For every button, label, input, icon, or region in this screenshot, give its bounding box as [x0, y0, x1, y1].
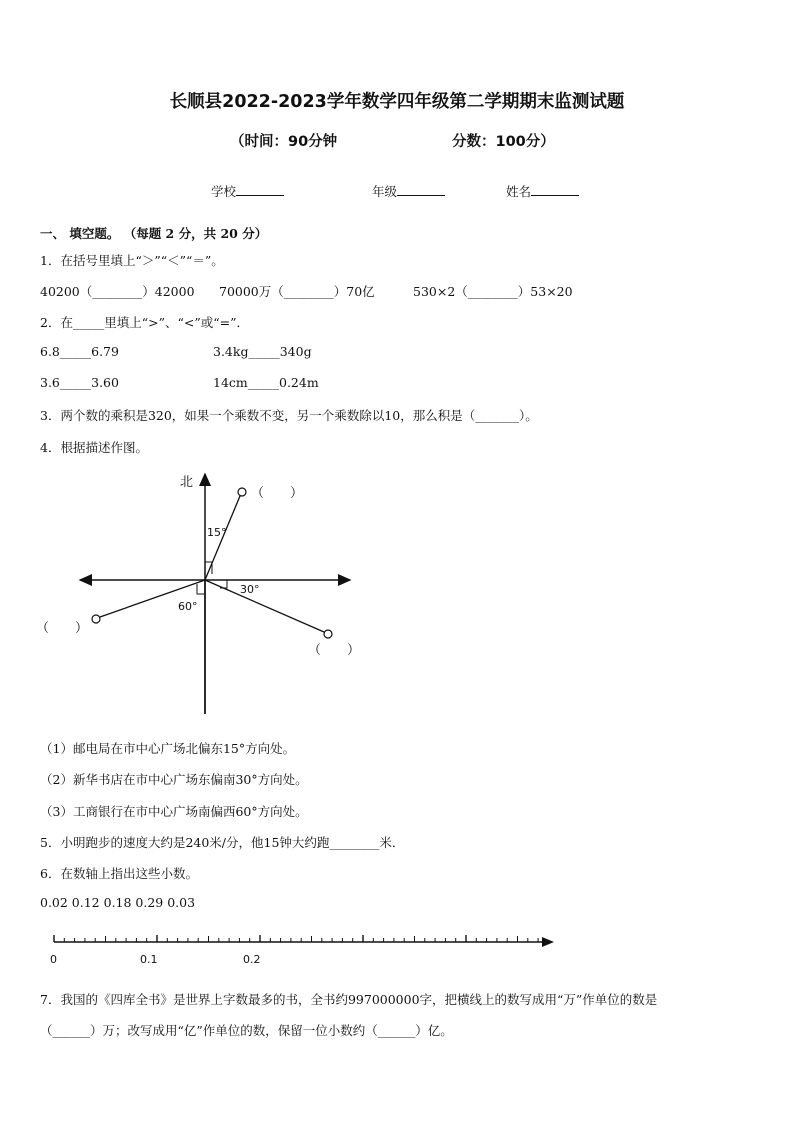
- question-7-line-2[interactable]: （______）万；改写成用“亿”作单位的数，保留一位小数约（______）亿。: [40, 1023, 453, 1038]
- number-line-ticks: [54, 935, 538, 942]
- grade-field[interactable]: [372, 182, 445, 200]
- question-6-numbers: 0.02 0.12 0.18 0.29 0.03: [40, 895, 196, 910]
- axis-label-0: 0: [50, 953, 57, 966]
- name-label: 姓名: [506, 184, 532, 199]
- bookstore-paren[interactable]: （ ）: [308, 643, 361, 658]
- question-2-item-3[interactable]: 3.6_____3.60: [40, 375, 119, 390]
- name-blank[interactable]: [531, 183, 579, 196]
- grade-blank[interactable]: [397, 183, 445, 196]
- angle-label-15: 15°: [207, 526, 227, 539]
- school-blank[interactable]: [236, 183, 284, 196]
- bank-paren[interactable]: （ ）: [36, 621, 89, 636]
- direction-diagram: [30, 462, 380, 722]
- school-field[interactable]: [211, 182, 284, 200]
- question-3-stem[interactable]: 3．两个数的乘积是320，如果一个乘数不变，另一个乘数除以10，那么积是（_______）。: [40, 408, 538, 423]
- post-office-point[interactable]: [238, 488, 246, 496]
- number-line: [40, 926, 600, 972]
- question-2-item-1[interactable]: 6.8_____6.79: [40, 344, 119, 359]
- angle-label-30: 30°: [240, 583, 260, 596]
- question-2-stem: 2．在_____里填上“>”、“<”或“=”．: [40, 315, 249, 330]
- section-heading: 一、 填空题。 （每题 2 分，共 20 分）: [40, 226, 268, 241]
- question-2-item-2[interactable]: 3.4kg_____340g: [213, 344, 312, 359]
- bookstore-point[interactable]: [324, 630, 332, 638]
- question-4-item-1: （1）邮电局在市中心广场北偏东15°方向处。: [40, 741, 296, 756]
- exam-score: 分数：100分）: [452, 134, 555, 150]
- question-4-item-2: （2）新华书店在市中心广场东偏南30°方向处。: [40, 772, 308, 787]
- school-label: 学校: [211, 184, 237, 199]
- page-title: 长顺县2022-2023学年数学四年级第二学期期末监测试题: [169, 92, 625, 112]
- axis-label-0-1: 0.1: [140, 953, 158, 966]
- question-2-item-4[interactable]: 14cm_____0.24m: [213, 375, 319, 390]
- post-office-paren[interactable]: （ ）: [251, 486, 304, 501]
- question-1-stem: 1．在括号里填上“＞”“＜”“＝”。: [40, 253, 224, 268]
- name-field[interactable]: [506, 182, 579, 200]
- question-1-item-1[interactable]: 40200（________）42000: [40, 284, 195, 299]
- question-5-stem[interactable]: 5．小明跑步的速度大约是240米/分，他15钟大约跑________米．: [40, 835, 405, 850]
- question-6-stem: 6．在数轴上指出这些小数。: [40, 866, 198, 881]
- axis-label-0-2: 0.2: [243, 953, 261, 966]
- angle-mark-60: [197, 584, 205, 594]
- exam-time: （时间：90分钟: [230, 134, 338, 150]
- question-4-stem: 4．根据描述作图。: [40, 440, 148, 455]
- question-4-item-3: （3）工商银行在市中心广场南偏西60°方向处。: [40, 804, 308, 819]
- grade-label: 年级: [372, 184, 398, 199]
- bank-point[interactable]: [92, 615, 100, 623]
- question-1-item-3[interactable]: 530×2（________）53×20: [413, 284, 573, 299]
- number-line-arrow: [542, 937, 554, 947]
- angle-label-60: 60°: [178, 600, 198, 613]
- north-label: 北: [180, 475, 194, 490]
- question-1-item-2[interactable]: 70000万（________）70亿: [219, 284, 375, 299]
- question-7-line-1: 7．我国的《四库全书》是世界上字数最多的书，全书约997000000字，把横线上的数写成用“万”作单位的数是: [40, 992, 658, 1007]
